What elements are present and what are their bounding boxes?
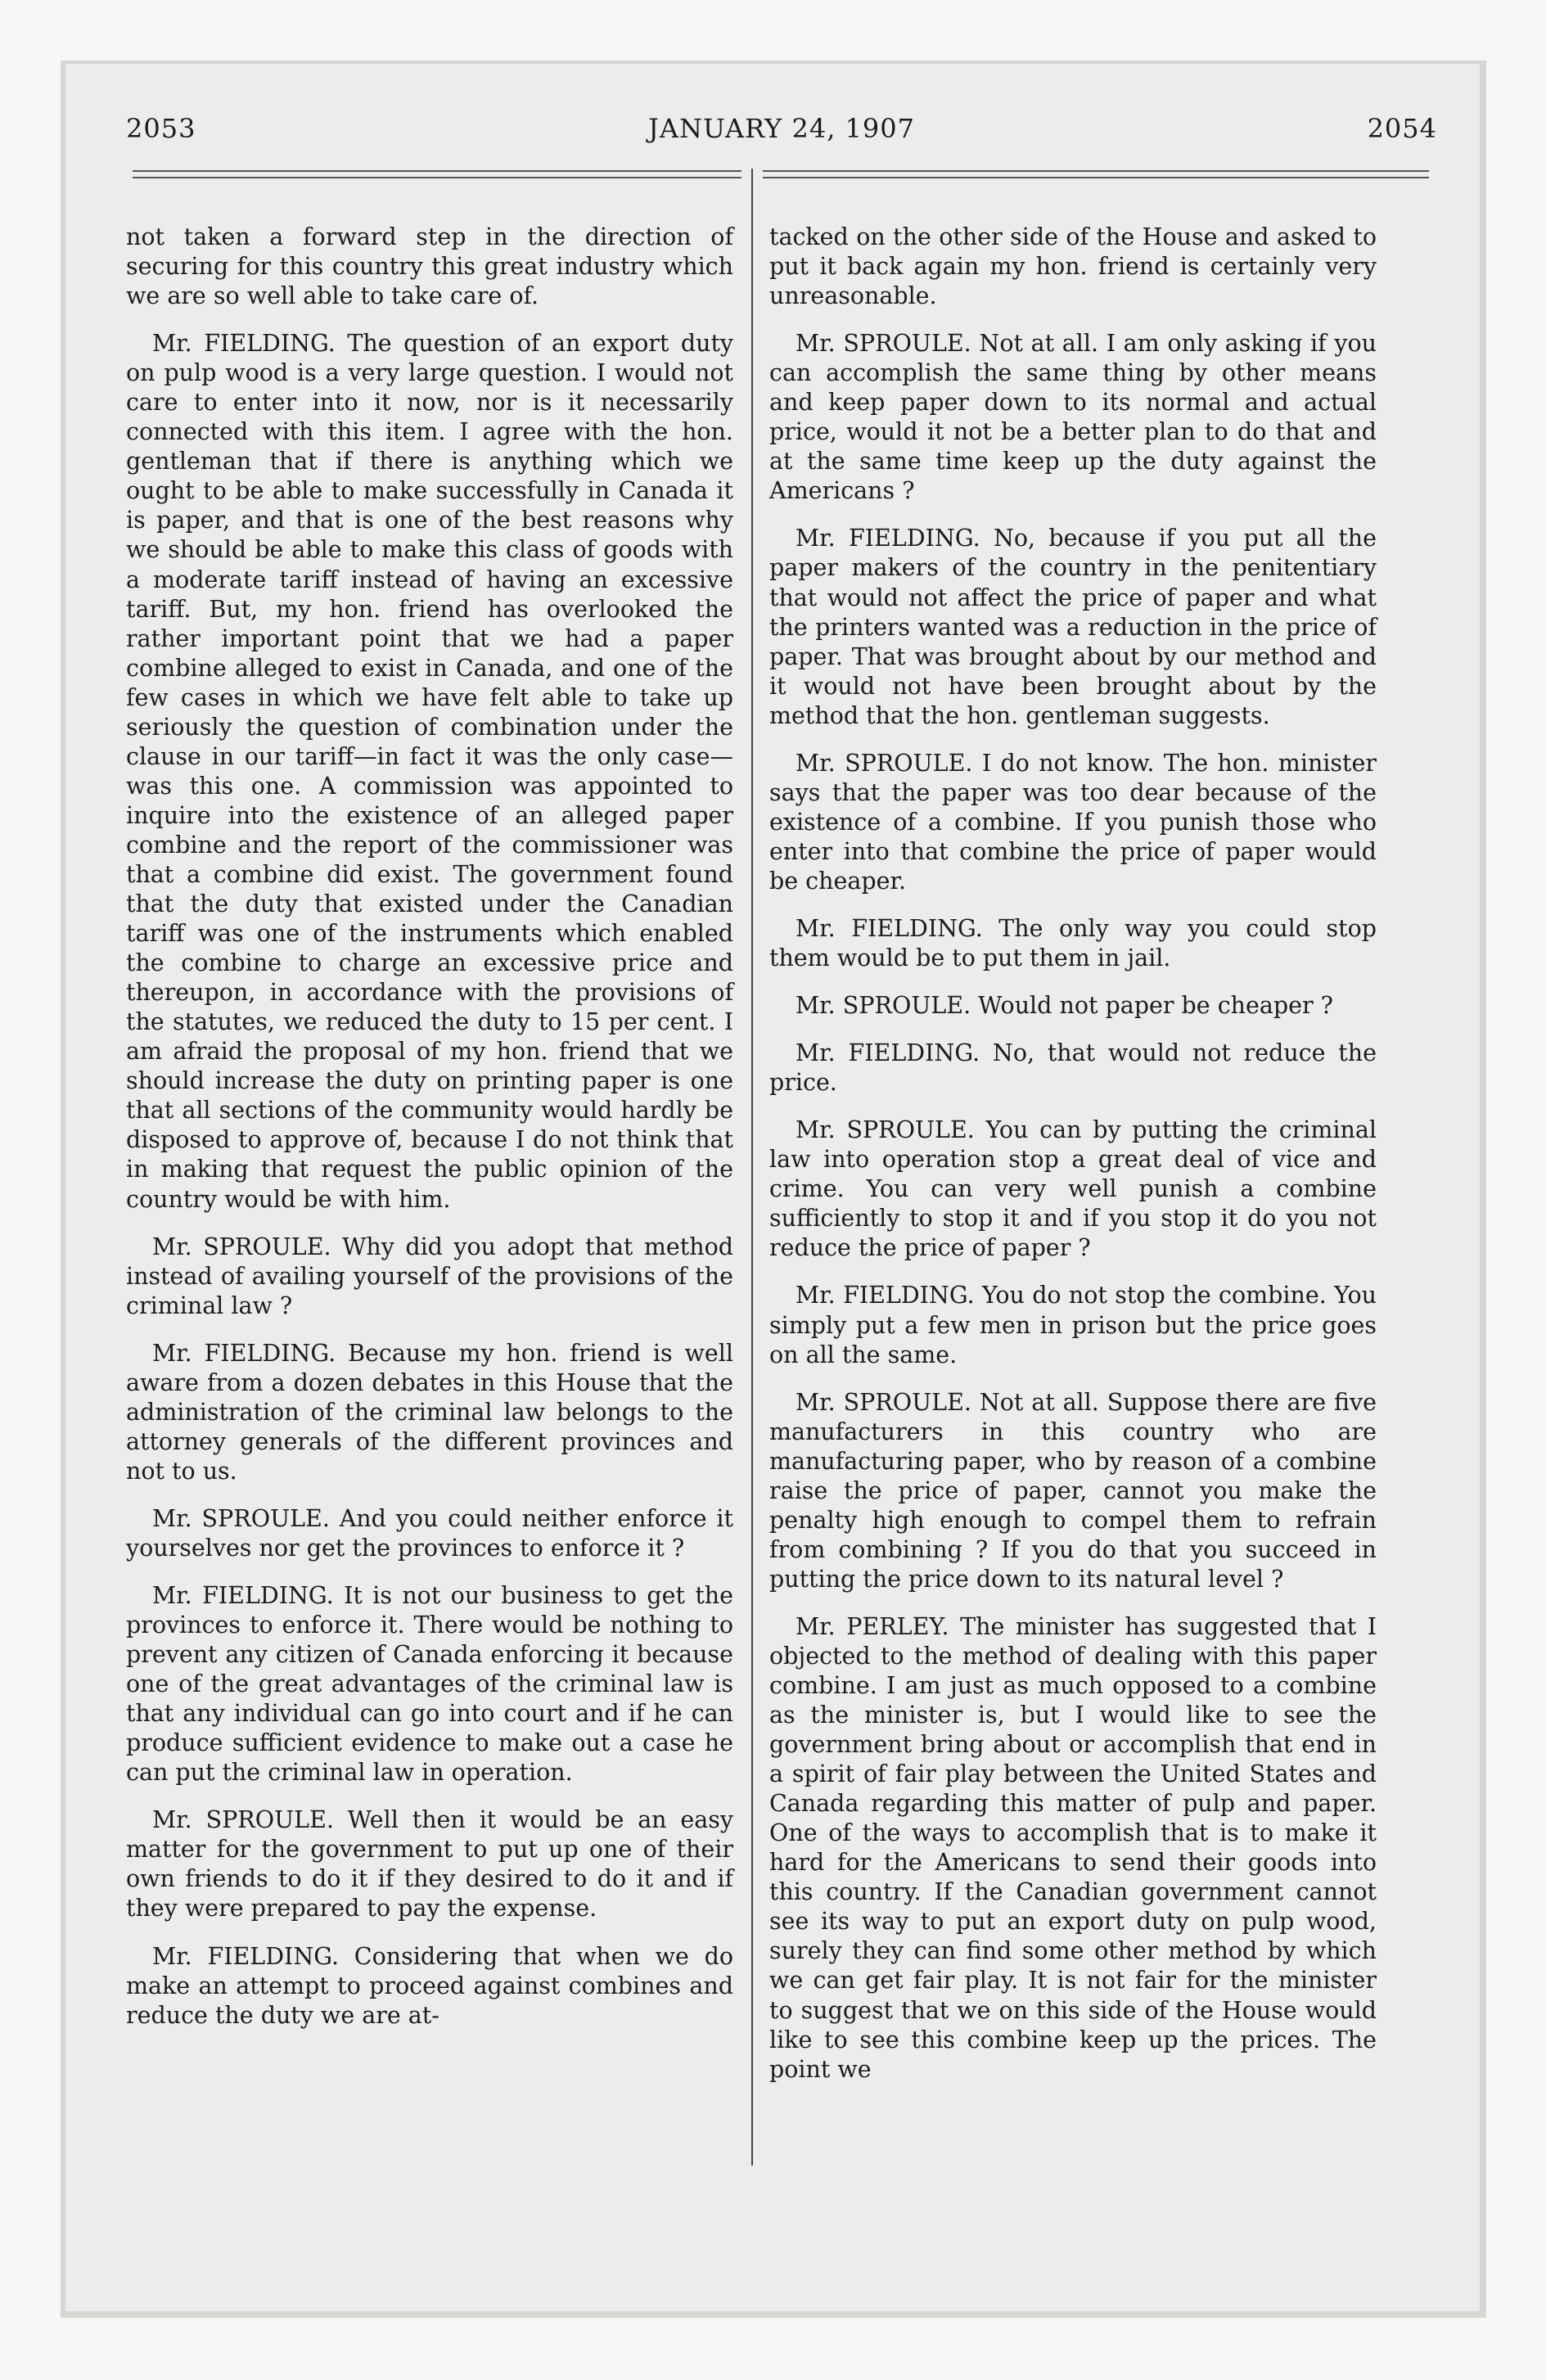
right-column [769,223,1377,2103]
paragraph-fielding: Mr. FIELDING. The question of an export duty on pulp wood is a very large question. I would not care to enter into it now, nor is it necessarily connected with this item. I agree with the hon. gentleman that if there is anything which we ought to be able to make successfully in Canada it is paper, and that is one of the best reasons why we should be able to make this class of goods with a moderate tariff instead of having an excessive tariff. But, my hon. friend has overlooked the rather important point that we had a paper combine alleged to exist in Canada, and one of the few cases in which we have felt able to take up seriously the question of combination under the clause in our tariff—in fact it was the only case—was this one. A commission was appointed to inquire into the existence of an alleged paper combine and the report of the commissioner was that a combine did exist. The government found that the duty that existed under the Canadian tariff was one of the instruments which enabled the combine to charge an excessive price and thereupon, in accordance with the provisions of the statutes, we reduced the duty to 15 per cent. I am afraid the proposal of my hon. friend that we should increase the duty on printing paper is one that all sections of the community would hardly be disposed to approve of, because I do not think that in making that request the public opinion of the country would be with him. [126,330,733,1213]
paragraph-sproule: Mr. SPROULE. And you could neither enforce it yourselves nor get the provinces to enforce it ? [126,1504,733,1562]
paragraph-continued: not taken a forward step in the direction of securing for this country this great industry which we are so well able to take care of. [126,223,733,310]
paragraph-fielding: Mr. FIELDING. Because my hon. friend is well aware from a dozen debates in this House that the administration of the criminal law belongs to the attorney generals of the different provinces and not to us. [126,1339,733,1485]
paragraph-sproule: Mr. SPROULE. Well then it would be an easy matter for the government to put up one of their own friends to do it if they desired to do it and if they were prepared to pay the expense. [126,1806,733,1922]
page [65,64,1480,2311]
paragraph-fielding: Mr. FIELDING. The only way you could stop them would be to put them in jail. [769,914,1377,972]
page-number-right: 2054 [1367,113,1437,144]
paragraph-sproule: Mr. SPROULE. Would not paper be cheaper ? [796,992,1333,1020]
page-date: JANUARY 24, 1907 [648,113,915,144]
paragraph-perley: Mr. PERLEY. The minister has suggested that I objected to the method of dealing with this paper combine. I am just as much opposed to a combine as the minister is, but I would like to see the government bring about or accomplish that end in a spirit of fair play between the United States and Canada regarding this matter of pulp and paper. One of the ways to accomplish that is to make it hard for the Americans to send their goods into this country. If the Canadian government cannot see its way to put an export duty on pulp wood, surely they can find some other method by which we can get fair play. It is not fair for the minister to suggest that we on this side of the House would like to see this combine keep up the prices. The point we [769,1612,1377,2083]
page-number-left: 2053 [126,113,196,144]
paragraph-sproule: Mr. SPROULE. Not at all. I am only asking if you can accomplish the same thing by other means and keep paper down to its normal and actual price, would it not be a better plan to do that and at the same time keep up the duty against the Americans ? [769,330,1377,505]
paragraph-sproule: Mr. SPROULE. Not at all. Suppose there are five manufacturers in this country who are manufacturing paper, who by reason of a combine raise the price of paper, cannot you make the penalty high enough to compel them to refrain from combining ? If you do that you succeed in putting the price down to its natural level ? [769,1388,1377,1593]
paragraph-fielding: Mr. FIELDING. No, because if you put all the paper makers of the country in the penitentiary that would not affect the price of paper and what the printers wanted was a reduction in the price of paper. That was brought about by our method and it would not have been brought about by the method that the hon. gentleman suggests. [769,525,1377,729]
header-rule-right-2 [763,177,1429,178]
left-column [126,223,733,2049]
column-divider [751,169,753,2166]
paragraph-fielding: Mr. FIELDING. No, that would not reduce the price. [769,1039,1377,1097]
page-header [126,113,1437,152]
paragraph-sproule: Mr. SPROULE. I do not know. The hon. minister says that the paper was too dear because of the existence of a combine. If you punish those who enter into that combine the price of paper would be cheaper. [769,749,1377,895]
header-rule-left [133,170,741,172]
paragraph-fielding: Mr. FIELDING. You do not stop the combine. You simply put a few men in prison but the price goes on all the same. [769,1282,1377,1368]
paragraph-continued: tacked on the other side of the House and asked to put it back again my hon. friend is certainly very unreasonable. [769,223,1377,310]
paragraph-sproule: Mr. SPROULE. Why did you adopt that method instead of availing yourself of the provisions of the criminal law ? [126,1233,733,1319]
paragraph-fielding: Mr. FIELDING. It is not our business to get the provinces to enforce it. There would be nothing to prevent any citizen of Canada enforcing it because one of the great advantages of the criminal law is that any individual can go into court and if he can produce sufficient evidence to make out a case he can put the criminal law in operation. [126,1582,733,1787]
paragraph-fielding: Mr. FIELDING. Considering that when we do make an attempt to proceed against combines and reduce the duty we are at- [126,1942,733,2029]
header-rule-left-2 [133,177,741,178]
header-rule-right [763,170,1429,172]
paragraph-sproule: Mr. SPROULE. You can by putting the criminal law into operation stop a great deal of vice and crime. You can very well punish a combine sufficiently to stop it and if you stop it do you not reduce the price of paper ? [769,1116,1377,1262]
